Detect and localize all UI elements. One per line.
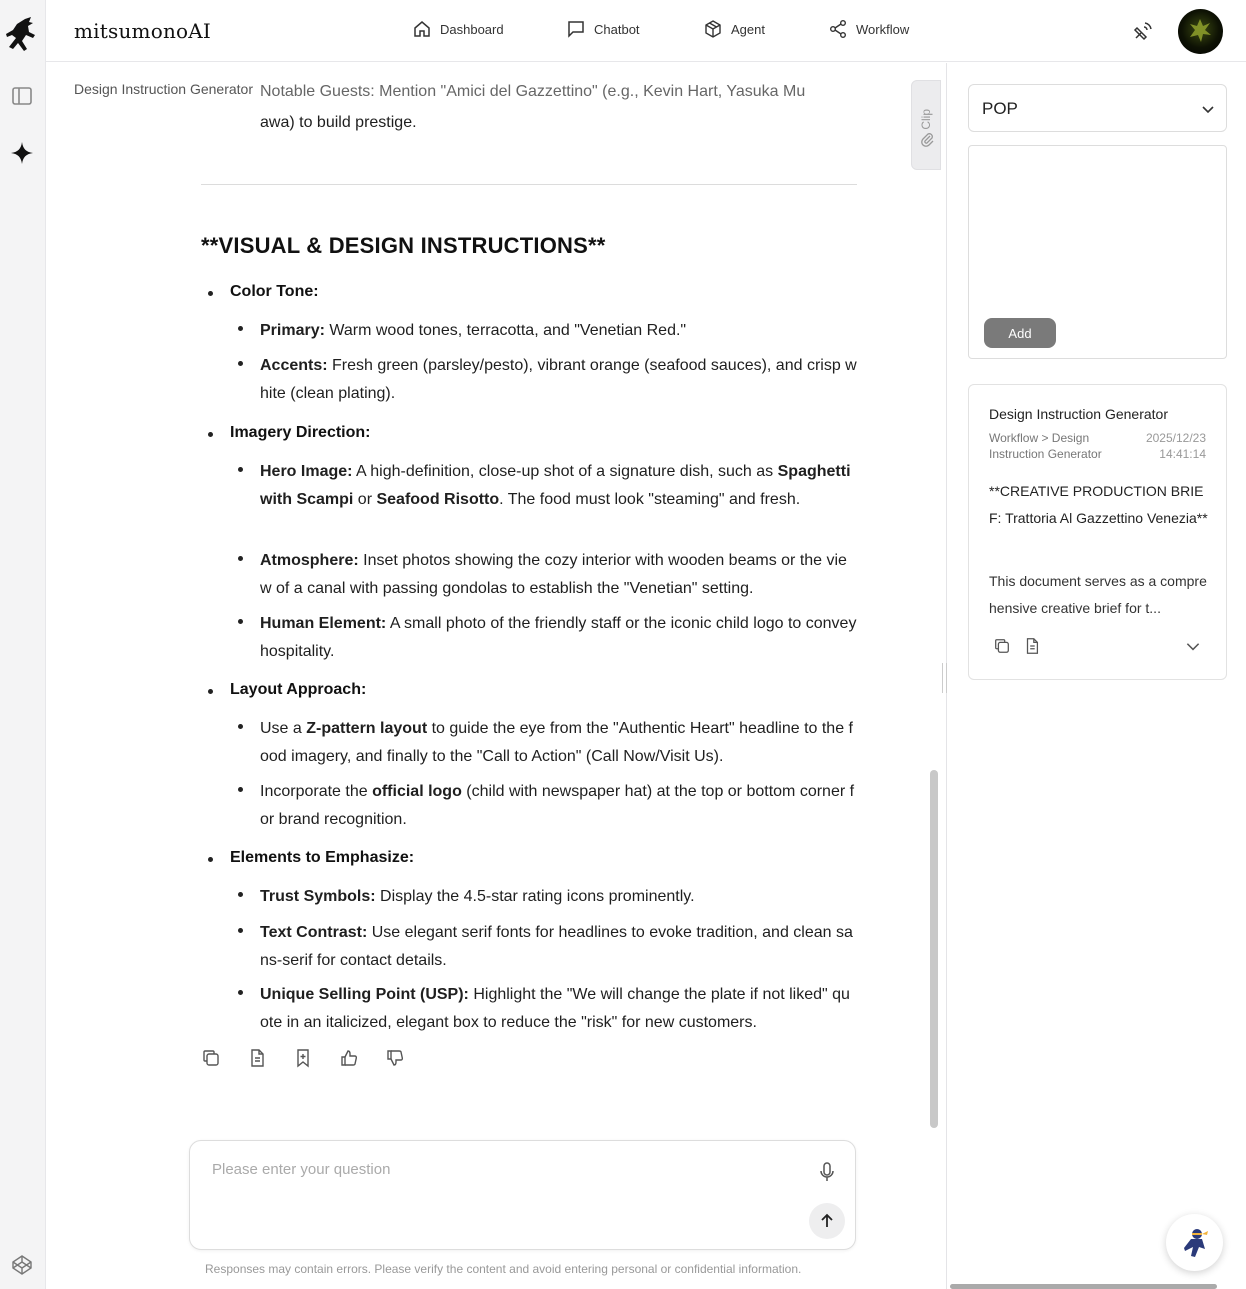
ninja-mascot-icon	[1177, 1225, 1213, 1261]
bullet	[208, 432, 213, 437]
thumbs-up-icon[interactable]	[339, 1048, 359, 1068]
bullet	[238, 326, 243, 331]
bullet	[208, 291, 213, 296]
top-header	[46, 0, 1246, 62]
card-date: 2025/12/23	[1145, 431, 1206, 445]
sidebar-toggle-icon[interactable]	[9, 83, 35, 109]
microphone-icon[interactable]	[816, 1161, 838, 1183]
bullet	[208, 689, 213, 694]
chevron-down-icon[interactable]	[1184, 637, 1202, 655]
chat-content	[46, 63, 941, 1289]
card-time: 14:41:14	[1159, 447, 1206, 461]
nav-workflow[interactable]	[828, 19, 909, 39]
divider-line	[201, 184, 857, 185]
clipped-text: Notable Guests: Mention "Amici del Gazzettino" (e.g., Kevin Hart, Yasuka Mu	[260, 83, 806, 100]
bullet	[238, 892, 243, 897]
list-item: Trust Symbols: Display the 4.5-star rating icons prominently.	[260, 888, 695, 905]
list-item: Human Element: A small photo of the friendly staff or the iconic child logo to convey hospitality.	[260, 615, 857, 660]
add-button[interactable]: Add	[984, 318, 1056, 348]
paperclip-icon	[919, 131, 935, 147]
list-heading: Elements to Emphasize:	[230, 849, 415, 866]
style-select[interactable]	[968, 84, 1227, 132]
list-item: Atmosphere: Inset photos showing the cozy interior with wooden beams or the view of a canal with passing gondolas to establish the "Venetian" setting.	[260, 552, 847, 597]
bookmark-add-icon[interactable]	[293, 1048, 313, 1068]
document-icon[interactable]	[247, 1048, 267, 1068]
section-heading: **VISUAL & DESIGN INSTRUCTIONS**	[201, 233, 606, 258]
left-rail	[0, 0, 46, 1289]
nav-dashboard[interactable]	[412, 19, 504, 39]
bullet	[238, 361, 243, 366]
cube-icon	[703, 19, 723, 39]
brand-name: mitsumonoAI	[74, 19, 212, 43]
list-item: Primary: Warm wood tones, terracotta, and "Venetian Red."	[260, 322, 687, 339]
clip-tab-label: Clip	[919, 109, 933, 130]
list-item: Text Contrast: Use elegant serif fonts for headlines to evoke tradition, and clean sans-serif for contact details.	[260, 924, 853, 969]
bullet	[238, 724, 243, 729]
nav-label: Chatbot	[594, 21, 640, 37]
document-icon[interactable]	[1023, 637, 1041, 655]
assistant-fab[interactable]	[1166, 1214, 1223, 1271]
chat-scrollbar[interactable]	[930, 770, 938, 1128]
nav-agent[interactable]	[703, 19, 765, 39]
bullet	[238, 556, 243, 561]
list-item: Incorporate the official logo (child with newspaper hat) at the top or bottom corner for brand recognition.	[260, 783, 855, 828]
bullet	[238, 467, 243, 472]
resize-handle[interactable]	[942, 663, 947, 693]
card-body-preview: This document serves as a comprehensive creative brief for t...	[989, 573, 1207, 616]
thumbs-down-icon[interactable]	[385, 1048, 405, 1068]
breadcrumb: Design Instruction Generator	[74, 81, 257, 97]
bullet	[208, 857, 213, 862]
card-path: Workflow > Design Instruction Generator	[989, 431, 1102, 461]
history-card[interactable]	[968, 384, 1227, 680]
select-value: POP	[982, 99, 1018, 118]
nav-chatbot[interactable]	[566, 19, 640, 39]
copy-icon[interactable]	[201, 1048, 221, 1068]
nav-label: Workflow	[856, 21, 910, 37]
chevron-down-icon	[1200, 101, 1216, 117]
list-item: Use a Z-pattern layout to guide the eye from the "Authentic Heart" headline to the food imagery, and finally to the "Call to Action" (Call Now/Visit Us).	[260, 720, 853, 765]
panel-scrollbar[interactable]	[950, 1284, 1217, 1289]
ninja-logo-icon[interactable]	[5, 16, 39, 54]
bullet	[238, 990, 243, 995]
send-button[interactable]	[809, 1203, 845, 1239]
clip-tab[interactable]	[911, 80, 941, 170]
disclaimer-text: Responses may contain errors. Please verify the content and avoid entering personal or confidential information.	[205, 1262, 802, 1276]
card-title: Design Instruction Generator	[989, 406, 1168, 422]
list-item: Unique Selling Point (USP): Highlight the "We will change the plate if not liked" quote in an italicized, elegant box to reduce the "risk" for new customers.	[260, 986, 850, 1031]
sparkle-icon[interactable]	[9, 140, 35, 166]
copy-icon[interactable]	[993, 637, 1011, 655]
chat-icon	[566, 19, 586, 39]
question-input[interactable]	[212, 1161, 792, 1178]
list-item: Hero Image: A high-definition, close-up shot of a signature dish, such as Spaghetti with Scampi or Seafood Risotto. The food must look "steaming" and fresh.	[260, 463, 851, 508]
list-heading: Color Tone:	[230, 283, 319, 300]
card-timestamp	[1146, 430, 1206, 462]
bullet	[238, 787, 243, 792]
list-item: Accents: Fresh green (parsley/pesto), vibrant orange (seafood sauces), and crisp white (clean plating).	[260, 357, 857, 402]
nav-label: Dashboard	[440, 21, 504, 37]
satellite-icon[interactable]	[1130, 18, 1156, 44]
codepen-icon[interactable]	[9, 1252, 35, 1278]
home-icon	[412, 19, 432, 39]
clipped-text-tail: awa) to build prestige.	[260, 114, 417, 131]
nav-label: Agent	[731, 21, 765, 37]
list-heading: Layout Approach:	[230, 681, 367, 698]
arrow-up-icon	[818, 1212, 836, 1230]
card-body-title: **CREATIVE PRODUCTION BRIEF: Trattoria Al Gazzettino Venezia**	[989, 483, 1208, 526]
bullet	[238, 619, 243, 624]
list-heading: Imagery Direction:	[230, 424, 371, 441]
bullet	[238, 928, 243, 933]
question-input-box	[189, 1140, 856, 1250]
user-avatar[interactable]	[1178, 9, 1223, 54]
share-icon	[828, 19, 848, 39]
